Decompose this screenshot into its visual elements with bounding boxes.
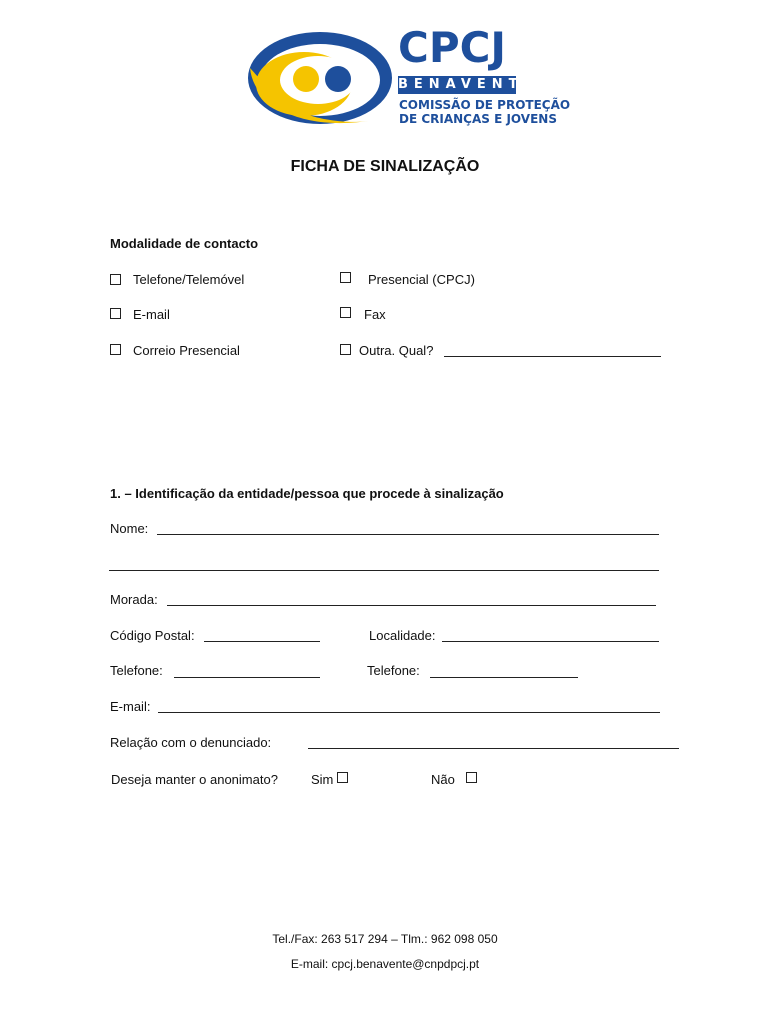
- label-email: E-mail: [133, 307, 170, 322]
- label-telefone: Telefone/Telemóvel: [133, 272, 245, 287]
- label-codigo-postal: Código Postal:: [110, 628, 195, 643]
- codigo-postal-input-line[interactable]: [204, 641, 320, 642]
- logo-title: CPCJ: [398, 23, 507, 72]
- logo-band: BENAVENTE: [398, 77, 539, 92]
- label-telefone-2: Telefone:: [367, 663, 420, 678]
- checkbox-telefone[interactable]: [110, 274, 121, 285]
- label-outra: Outra. Qual?: [359, 343, 434, 358]
- form-title: FICHA DE SINALIZAÇÃO: [290, 158, 480, 175]
- checkbox-nao[interactable]: [466, 772, 477, 783]
- label-correio: Correio Presencial: [133, 343, 240, 358]
- telefone-2-input-line[interactable]: [430, 677, 578, 678]
- nome-input-line[interactable]: [157, 534, 659, 535]
- label-email-field: E-mail:: [110, 699, 151, 714]
- label-telefone-1: Telefone:: [110, 663, 163, 678]
- logo-subtitle-2: DE CRIANÇAS E JOVENS: [399, 112, 557, 126]
- relacao-input-line[interactable]: [308, 748, 679, 749]
- morada-input-line[interactable]: [167, 605, 656, 606]
- label-anonimato: Deseja manter o anonimato?: [111, 772, 278, 787]
- label-relacao: Relação com o denunciado:: [110, 735, 272, 750]
- checkbox-sim[interactable]: [337, 772, 348, 783]
- label-nao: Não: [431, 772, 455, 787]
- checkbox-email[interactable]: [110, 308, 121, 319]
- label-presencial: Presencial (CPCJ): [368, 272, 475, 287]
- outra-input-line[interactable]: [444, 356, 661, 357]
- footer-phone: Tel./Fax: 263 517 294 – Tlm.: 962 098 050: [272, 932, 498, 946]
- label-morada: Morada:: [110, 592, 158, 607]
- checkbox-fax[interactable]: [340, 307, 351, 318]
- label-localidade: Localidade:: [369, 628, 436, 643]
- nome-continuation-line[interactable]: [109, 570, 659, 571]
- section1-heading: 1. – Identificação da entidade/pessoa que procede à sinalização: [110, 486, 504, 501]
- checkbox-presencial[interactable]: [340, 272, 351, 283]
- checkbox-outra[interactable]: [340, 344, 351, 355]
- email-input-line[interactable]: [158, 712, 660, 713]
- contact-heading: Modalidade de contacto: [110, 236, 259, 251]
- localidade-input-line[interactable]: [442, 641, 659, 642]
- label-sim: Sim: [311, 772, 334, 787]
- checkbox-correio[interactable]: [110, 344, 121, 355]
- logo-subtitle-1: COMISSÃO DE PROTEÇÃO: [399, 98, 571, 112]
- telefone-1-input-line[interactable]: [174, 677, 320, 678]
- label-fax: Fax: [364, 307, 386, 322]
- footer-email: E-mail: cpcj.benavente@cnpdpcj.pt: [290, 957, 480, 971]
- label-nome: Nome:: [110, 521, 149, 536]
